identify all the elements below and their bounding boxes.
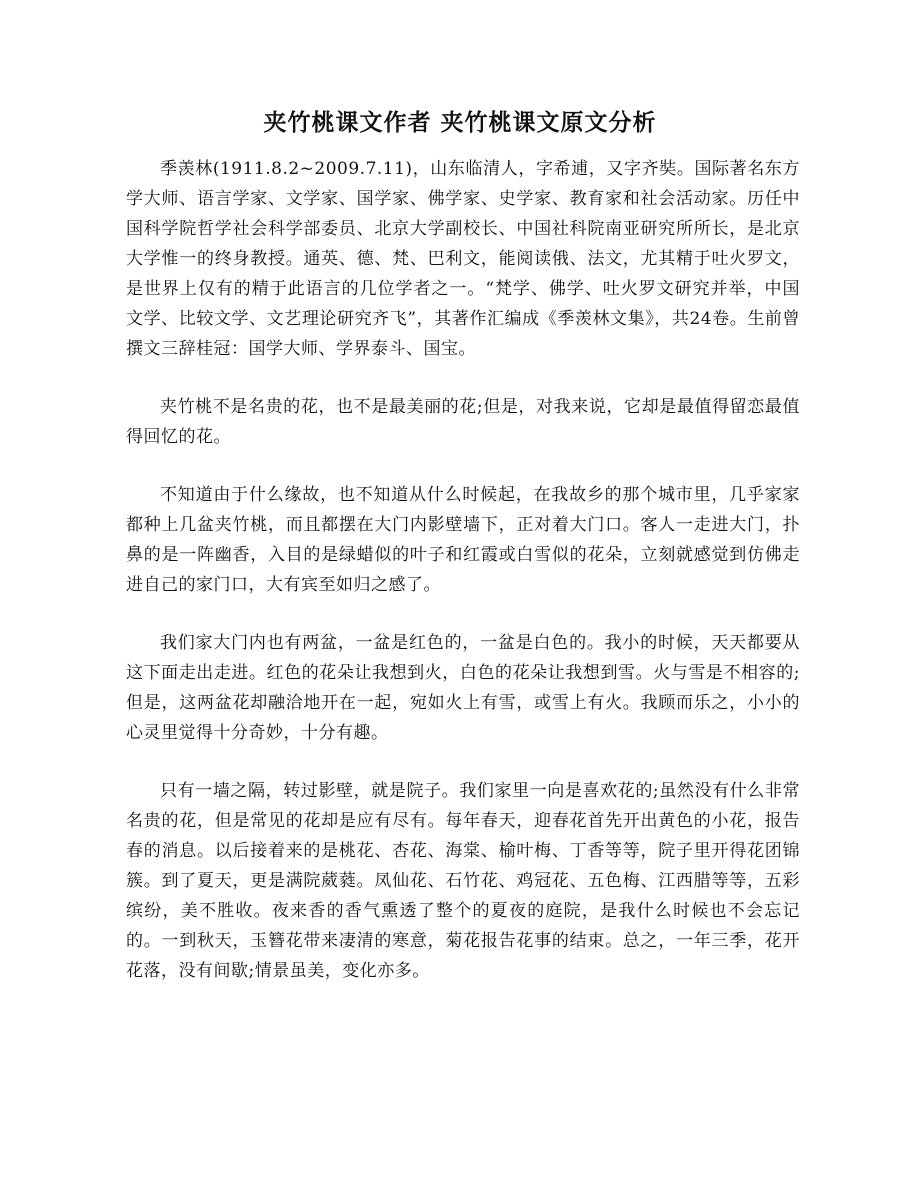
- paragraph: 只有一墙之隔，转过影壁，就是院子。我们家里一向是喜欢花的;虽然没有什么非常名贵的花，但是常见的花却是应有尽有。每年春天，迎春花首先开出黄色的小花，报告春的消息。以后接着来的是桃花、杏花、海棠、榆叶梅、丁香等等，院子里开得花团锦簇。到了夏天，更是满院葳蕤。凤仙花、石竹花、鸡冠花、五色梅、江西腊等等，五彩缤纷，美不胜收。夜来香的香气熏透了整个的夏夜的庭院，是我什么时候也不会忘记的。一到秋天，玉簪花带来凄清的寒意，菊花报告花事的结束。总之，一年三季，花开花落，没有间歇;情景虽美，变化亦多。: [126, 781, 800, 981]
- document-body: [126, 154, 800, 1014]
- paragraph: 不知道由于什么缘故，也不知道从什么时候起，在我故乡的那个城市里，几乎家家都种上几盆夹竹桃，而且都摆在大门内影壁墙下，正对着大门口。客人一走进大门，扑鼻的是一阵幽香，入目的是绿蜡似的叶子和红霞或白雪似的花朵，立刻就感觉到仿佛走进自己的家门口，大有宾至如归之感了。: [126, 485, 800, 595]
- document-title: 夹竹桃课文作者 夹竹桃课文原文分析: [263, 110, 657, 136]
- paragraph-author-bio: 季羡林(1911.8.2~2009.7.11)，山东临清人，字希逋，又字齐奘。国际著名东方学大师、语言学家、文学家、国学家、佛学家、史学家、教育家和社会活动家。历任中国科学院哲学社会科学部委员、北京大学副校长、中国社科院南亚研究所所长，是北京大学惟一的终身教授。通英、德、梵、巴利文，能阅读俄、法文，尤其精于吐火罗文，是世界上仅有的精于此语言的几位学者之一。“梵学、佛学、吐火罗文研究并举，中国文学、比较文学、文艺理论研究齐飞”，其著作汇编成《季羡林文集》，共24卷。生前曾撰文三辞桂冠：国学大师、学界泰斗、国宝。: [126, 159, 800, 359]
- paragraph: 我们家大门内也有两盆，一盆是红色的，一盆是白色的。我小的时候，天天都要从这下面走出走进。红色的花朵让我想到火，白色的花朵让我想到雪。火与雪是不相容的;但是，这两盆花却融洽地开在一起，宛如火上有雪，或雪上有火。我顾而乐之，小小的心灵里觉得十分奇妙，十分有趣。: [126, 633, 800, 743]
- paragraph: 夹竹桃不是名贵的花，也不是最美丽的花;但是，对我来说，它却是最值得留恋最值得回忆的花。: [126, 397, 800, 447]
